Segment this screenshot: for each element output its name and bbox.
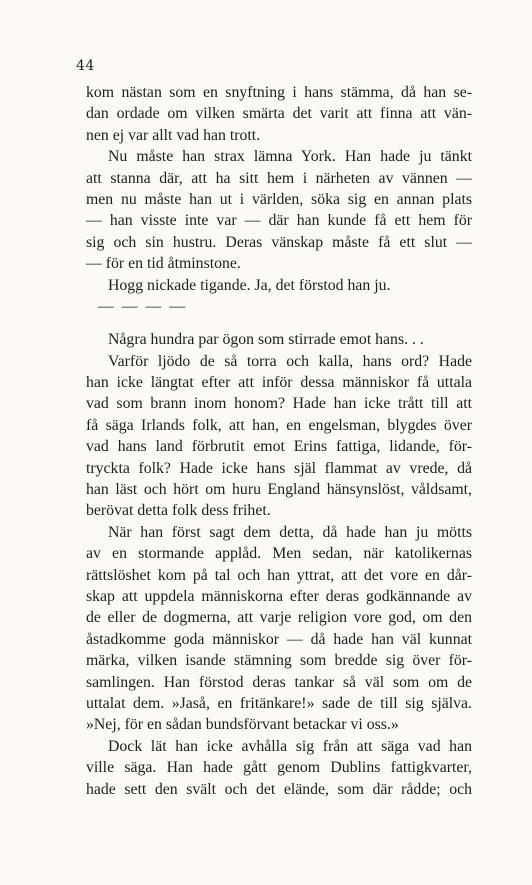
- text-line: nen ej var allt vad han trott.: [86, 126, 261, 144]
- text-line: han icke längtat efter att inför dessa människor få uttala: [86, 374, 472, 392]
- text-line: dan ordade om vilken smärta det varit att finna att vän-: [86, 105, 472, 123]
- text-line: kom nästan som en snyftning i hans stämma, då han se-: [86, 84, 472, 101]
- text-line: vad som brann inom honom? Hade han icke trått till att: [86, 395, 472, 413]
- text-line: uttalat dem. »Jaså, en fritänkare!» sade de till sig själva.: [86, 694, 472, 712]
- text-line: sig och sin hustru. Deras vänskap måste få ett slut —: [86, 233, 472, 251]
- text-line: men nu måste han ut i världen, söka sig en annan plats: [86, 190, 472, 208]
- text-line: få säga Irlands folk, att han, en engelsman, blygdes över: [86, 416, 472, 434]
- text-line: Hogg nickade tigande. Ja, det förstod han ju.: [108, 276, 391, 294]
- page-number: 44: [76, 58, 95, 74]
- text-line: — han visste inte var — där han kunde få ett hem för: [86, 212, 472, 230]
- text-line: tryckta folk? Hade icke hans själ flammat av vrede, då: [86, 459, 472, 477]
- text-line: åstadkomme goda människor — då hade han väl kunnat: [86, 630, 472, 648]
- text-line: När han först sagt dem detta, då hade han ju mötts: [108, 523, 472, 541]
- text-line: rättslöshet kom på tal och han yttrat, att det vore en dår-: [86, 566, 472, 584]
- text-line: hade sett den svält och det elände, som där rådde; och: [86, 780, 472, 798]
- text-line: »Nej, för en sådan bundsförvant betackar vi oss.»: [86, 716, 399, 734]
- text-line: märka, vilken isande stämning som bredde sig över för-: [86, 652, 472, 670]
- text-line: av en stormande applåd. Men sedan, när katolikernas: [86, 545, 472, 563]
- text-line: — för en tid åtminstone.: [86, 255, 241, 273]
- section-separator: — — — —: [98, 297, 188, 315]
- text-line: Nu måste han strax lämna York. Han hade ju tänkt: [108, 148, 472, 166]
- text-line: att stanna där, att ha sitt hem i närheten av vännen —: [86, 169, 472, 187]
- text-line: vad hans land förbrutit emot Erins fattiga, lidande, för-: [86, 438, 472, 456]
- text-line: berövat detta folk dess frihet.: [86, 502, 271, 520]
- body-text: [86, 82, 472, 800]
- text-line: ville säga. Han hade gått genom Dublins fattigkvarter,: [86, 759, 472, 777]
- text-line: Några hundra par ögon som stirrade emot hans. . .: [108, 331, 424, 349]
- text-line: skap att uppdela människorna efter deras godkännande av: [86, 587, 472, 605]
- text-line: han läst och hört om huru England hänsynslöst, våldsamt,: [86, 481, 472, 499]
- text-line: de eller de dogmerna, att varje religion vore god, om den: [86, 609, 472, 627]
- paragraph-gap: [86, 317, 472, 329]
- text-line: samlingen. Han förstod deras tankar så väl som om de: [86, 673, 472, 691]
- text-line: Dock lät han icke avhålla sig från att säga vad han: [108, 737, 472, 755]
- text-line: Varför ljödo de så torra och kalla, hans ord? Hade: [108, 352, 472, 370]
